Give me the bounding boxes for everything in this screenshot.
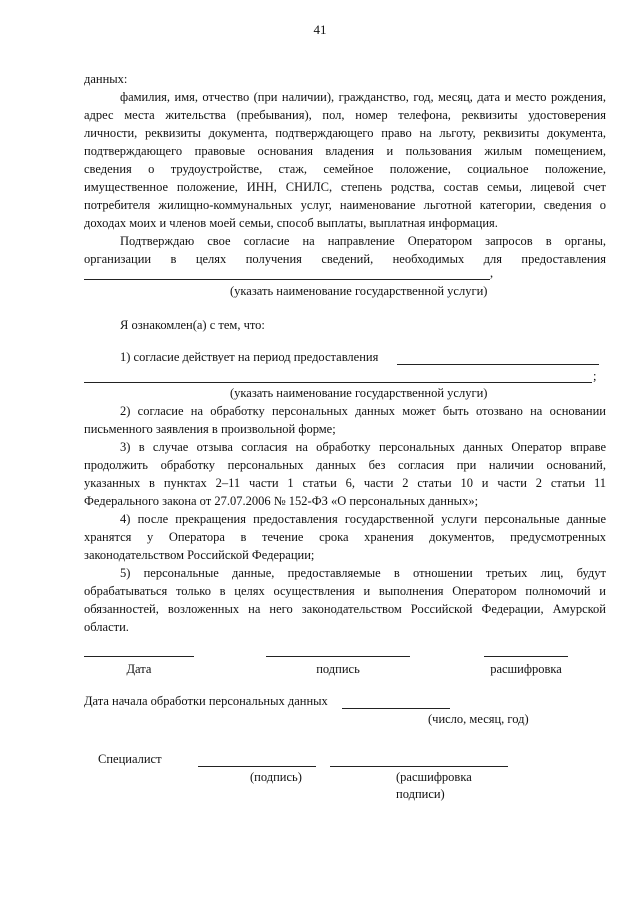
specialist-signature-blank[interactable] [198, 766, 316, 767]
item4-line: 4) после прекращения предоставления государственной услуги персональные данные [120, 512, 606, 526]
item5-line: обязанностей, возложенных на него законодательством Российской Федерации, Амурской [84, 602, 606, 616]
item5-line: области. [84, 620, 129, 634]
date-blank[interactable] [84, 656, 194, 657]
request-consent-line: организации в целях получения сведений, необходимых для предоставления [84, 252, 606, 266]
item4-line: хранятся у Оператора в течение срока хранения документов, предусмотренных [84, 530, 606, 544]
data-list-line: имущественное положение, ИНН, СНИЛС, степень родства, состав семьи, лицевой счет [84, 180, 606, 194]
data-list-line: адрес места жительства (пребывания), пол, номер телефона, реквизиты удостоверения [84, 108, 606, 122]
item3-line: указанных в пунктах 2–11 части 1 статьи 6, части 2 статьи 10 и части 2 статьи 11 [84, 476, 606, 490]
data-list-line: фамилия, имя, отчество (при наличии), гражданство, год, месяц, дата и место рождения, [120, 90, 606, 104]
signature-blank[interactable] [266, 656, 410, 657]
service-name-blank[interactable] [84, 279, 490, 280]
period-blank[interactable] [397, 364, 599, 365]
signature-label: подпись [316, 662, 360, 676]
data-list-line: подтверждающего правовые основания владения и пользования жилым помещением, [84, 144, 606, 158]
item2-line: письменного заявления в произвольной форме; [84, 422, 336, 436]
specialist-label: Специалист [98, 752, 162, 766]
item4-line: законодательством Российской Федерации; [84, 548, 315, 562]
date-format-hint: (число, месяц, год) [428, 712, 529, 726]
service-hint: (указать наименование государственной услуги) [230, 386, 488, 400]
item3-line: 3) в случае отзыва согласия на обработку персональных данных Оператор вправе [120, 440, 606, 454]
specialist-decoding-hint: (расшифровка [396, 770, 472, 784]
data-list-line: потребителя жилищно-коммунальных услуг, наименование льготной категории, сведения о [84, 198, 606, 212]
processing-start-label: Дата начала обработки персональных данных [84, 694, 328, 708]
processing-start-blank[interactable] [342, 708, 450, 709]
page-number: 41 [313, 22, 327, 37]
specialist-decoding-hint-cont: подписи) [396, 787, 445, 801]
document-page: 41 данных: фамилия, имя, отчество (при наличии), гражданство, год, месяц, дата и место рождения, адрес места жительства (пребывания), пол, номер телефона, реквизиты удостоверения личности, реквизиты документа, подтверждающего право на льготу, реквизиты документа, подтверждающего правовые основания владения и пользования жилым помещением, сведения о трудоустройстве, стаж, семейное положение, социальное положение, имущественное положение, ИНН, СНИЛС, степень родства, состав семьи, лицевой счет потребителя жилищно-коммунальных услуг, наименование льготной категории, сведения о доходах моих и членов моей семьи, способ выплаты, выплатная информация. Подтверждаю свое согласие на направление Оператором запросов в органы, организации в целях получения сведений, необходимых для предоставления , (указать наименование государственной услуги) Я ознакомлен(а) с тем, что: 1) согласие действует на период предоставления ; (указать наименование государственной услуги) 2) согласие на обработку персональных данных может быть отозвано на основании письменного заявления в произвольной форме; 3) в случае отзыва согласия на обработку персональных данных Оператор вправе продолжить обработку персональных данных без согласия при наличии оснований, указанных в пунктах 2–11 части 1 статьи 6, части 2 статьи 10 и части 2 статьи 11 Федерального закона от 27.07.2006 № 152-ФЗ «О персональных данных»; 4) после прекращения предоставления государственной услуги персональные данные хранятся у Оператора в течение срока хранения документов, предусмотренных законодательством Российской Федерации; 5) персональные данные, предоставляемые в отношении третьих лиц, будут обрабатываться только в целях осуществления и выполнения Оператором полномочий и обязанностей, возложенных на него законодательством Российской Федерации, Амурской области. Дата подпись расшифровка Дата начала обработки персональных данных (число, месяц, год) Специалист (подпись) (расшифровка подписи) [0, 0, 640, 905]
data-list-line: личности, реквизиты документа, подтверждающего право на льготу, реквизиты документа, [84, 126, 606, 140]
service-hint: (указать наименование государственной услуги) [230, 284, 488, 298]
date-label: Дата [126, 662, 152, 676]
specialist-decoding-blank[interactable] [330, 766, 508, 767]
decoding-blank[interactable] [484, 656, 568, 657]
consent-intro: данных: [84, 72, 128, 86]
data-list-line: доходах моих и членов моей семьи, способ выплаты, выплатная информация. [84, 216, 498, 230]
item2-line: 2) согласие на обработку персональных данных может быть отозвано на основании [120, 404, 606, 418]
request-consent-line: Подтверждаю свое согласие на направление Оператором запросов в органы, [120, 234, 606, 248]
item5-line: обрабатываться только в целях осуществления и выполнения Оператором полномочий и [84, 584, 606, 598]
item1-text: 1) согласие действует на период предоставления [120, 350, 379, 364]
data-list-line: сведения о трудоустройстве, стаж, семейное положение, социальное положение, [84, 162, 606, 176]
item3-line: Федерального закона от 27.07.2006 № 152-ФЗ «О персональных данных»; [84, 494, 479, 508]
item3-line: продолжить обработку персональных данных без согласия при наличии оснований, [84, 458, 606, 472]
specialist-signature-hint: (подпись) [250, 770, 302, 784]
item5-line: 5) персональные данные, предоставляемые в отношении третьих лиц, будут [120, 566, 606, 580]
decoding-label: расшифровка [490, 662, 562, 676]
acknowledged-text: Я ознакомлен(а) с тем, что: [120, 318, 265, 332]
period-blank-continued[interactable] [84, 382, 592, 383]
